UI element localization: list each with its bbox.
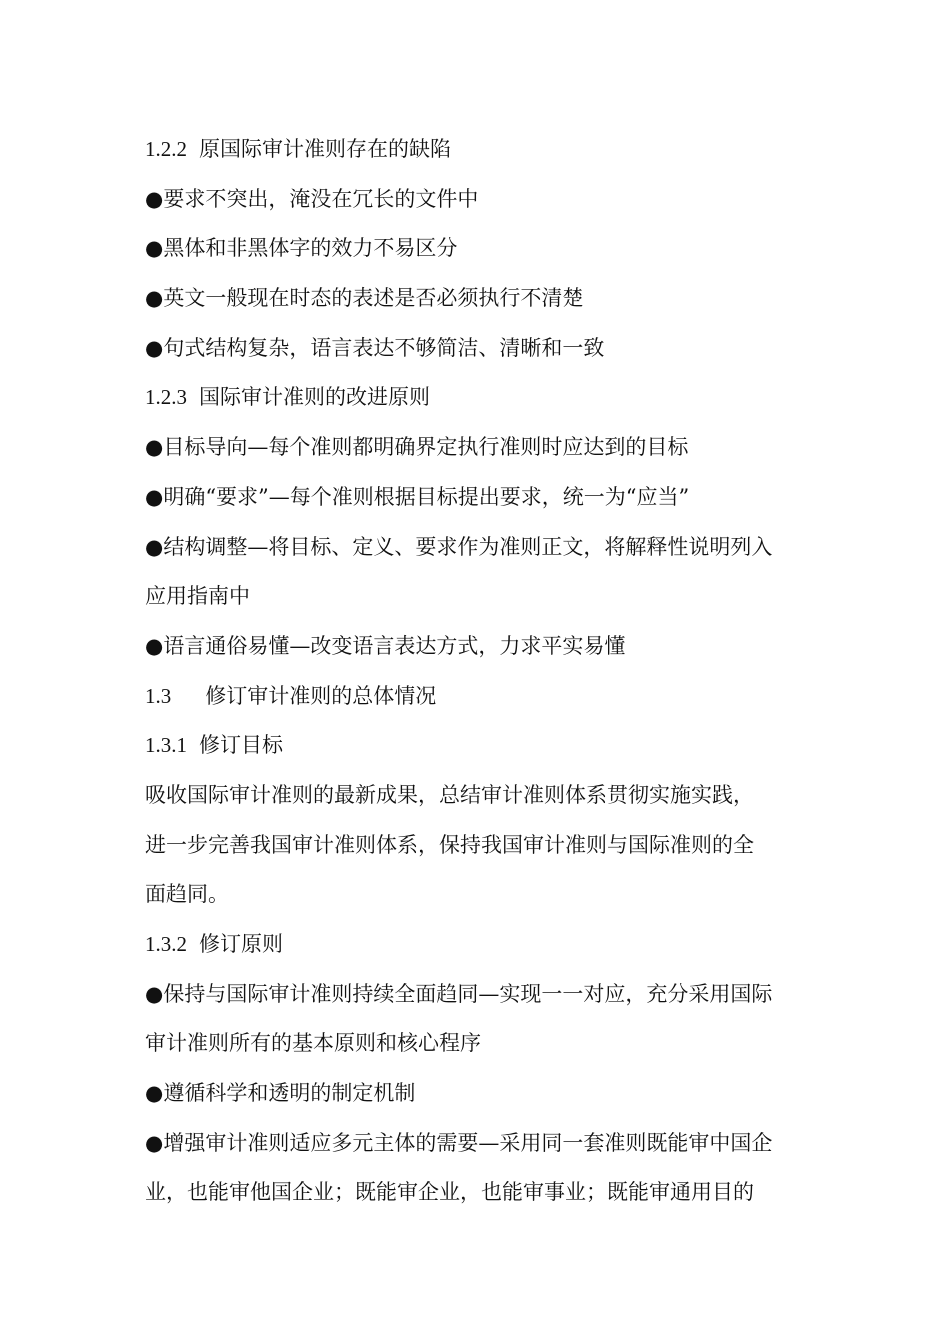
paragraph-line: 面趋同。	[145, 882, 229, 907]
section-number: 1.3.2	[145, 932, 187, 956]
section-heading-1-2-2	[145, 125, 810, 175]
section-number: 1.2.3	[145, 385, 187, 410]
section-title: 修订原则	[199, 932, 283, 956]
bullet-item: ●语言通俗易懂—改变语言表达方式，力求平实易懂	[145, 633, 626, 658]
bullet-continuation: 审计准则所有的基本原则和核心程序	[145, 1031, 481, 1056]
bullet-continuation: 业，也能审他国企业；既能审企业，也能审事业；既能审通用目的	[145, 1180, 754, 1205]
section-heading-1-3-2	[145, 920, 810, 970]
section-number: 1.2.2	[145, 137, 187, 161]
bullet-continuation: 应用指南中	[145, 584, 250, 609]
bullet-item: ●明确“要求”—每个准则根据目标提出要求，统一为“应当”	[145, 484, 690, 509]
section-title: 修订目标	[199, 733, 283, 758]
bullet-item: ●句式结构复杂，语言表达不够简洁、清晰和一致	[145, 335, 605, 360]
paragraph-line: 进一步完善我国审计准则体系，保持我国审计准则与国际准则的全	[145, 832, 754, 857]
paragraph-line: 吸收国际审计准则的最新成果，总结审计准则体系贯彻实施实践，	[145, 782, 754, 807]
bullet-item: ●英文一般现在时态的表述是否必须执行不清楚	[145, 286, 584, 311]
bullet-item: ●黑体和非黑体字的效力不易区分	[145, 236, 458, 261]
bullet-item: ●要求不突出，淹没在冗长的文件中	[145, 186, 479, 211]
section-title: 原国际审计准则存在的缺陷	[199, 137, 451, 161]
bullet-item: ●保持与国际审计准则持续全面趋同—实现一一对应，充分采用国际	[145, 981, 773, 1006]
section-title: 国际审计准则的改进原则	[199, 385, 430, 410]
section-number: 1.3.1	[145, 733, 187, 758]
bullet-item: ●目标导向—每个准则都明确界定执行准则时应达到的目标	[145, 435, 689, 460]
bullet-item: ●结构调整—将目标、定义、要求作为准则正文，将解释性说明列入	[145, 534, 773, 559]
document-body	[145, 125, 810, 1218]
section-number: 1.3	[145, 683, 172, 708]
section-title: 修订审计准则的总体情况	[205, 683, 437, 708]
section-heading-1-2-3	[145, 373, 810, 423]
bullet-item: ●增强审计准则适应多元主体的需要—采用同一套准则既能审中国企	[145, 1130, 773, 1155]
bullet-item: ●遵循科学和透明的制定机制	[145, 1081, 416, 1106]
section-heading-1-3	[145, 672, 810, 722]
section-heading-1-3-1	[145, 721, 810, 771]
